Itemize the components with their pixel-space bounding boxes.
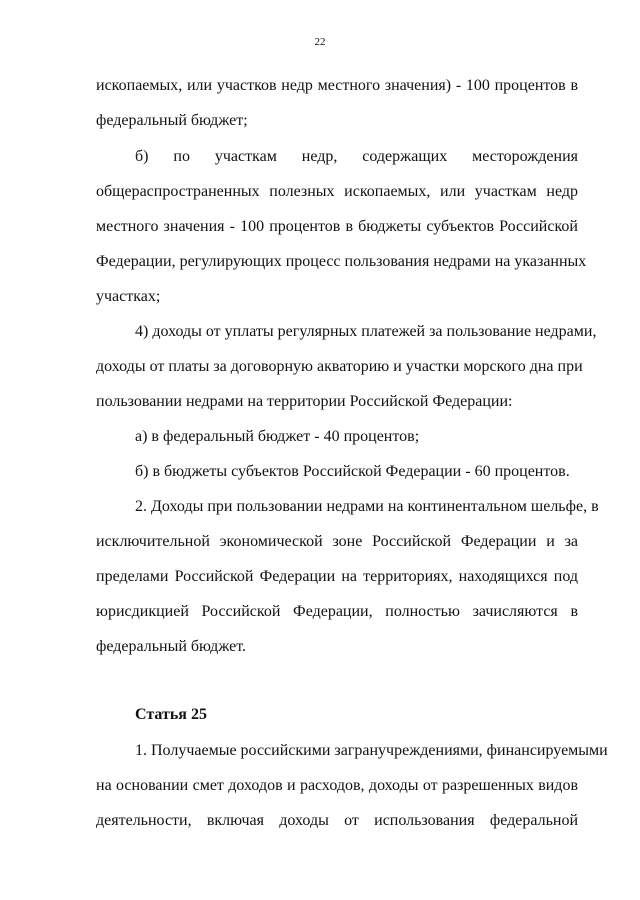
- article-heading: Статья 25: [135, 706, 207, 723]
- text-line: общераспространенных полезных ископаемых, или участкам недр: [96, 183, 578, 200]
- text-line: ископаемых, или участков недр местного значения) - 100 процентов в: [96, 77, 578, 94]
- text-line: 1. Получаемые российскими загранучреждениями, финансируемыми: [135, 742, 608, 759]
- text-line: б) по участкам недр, содержащих месторождения: [135, 148, 578, 165]
- text-line: юрисдикцией Российской Федерации, полностью зачисляются в: [96, 603, 578, 620]
- text-line: 2. Доходы при пользовании недрами на континентальном шельфе, в: [135, 498, 599, 515]
- text-line: местного значения - 100 процентов в бюджеты субъектов Российской: [96, 218, 578, 235]
- text-line: доходы от платы за договорную акваторию и участки морского дна при: [96, 358, 583, 375]
- text-line: Федерации, регулирующих процесс пользования недрами на указанных: [96, 253, 587, 270]
- text-line: деятельности, включая доходы от использования федеральной: [96, 812, 578, 829]
- text-line: пользовании недрами на территории Российской Федерации:: [96, 393, 513, 410]
- text-line: исключительной экономической зоне Российской Федерации и за: [96, 533, 578, 550]
- text-line: а) в федеральный бюджет - 40 процентов;: [135, 428, 420, 445]
- text-line: участках;: [96, 288, 161, 305]
- text-line: 4) доходы от уплаты регулярных платежей за пользование недрами,: [135, 323, 597, 340]
- text-line: на основании смет доходов и расходов, доходы от разрешенных видов: [96, 777, 578, 794]
- page-number: 22: [314, 36, 326, 48]
- text-line: пределами Российской Федерации на территориях, находящихся под: [96, 568, 578, 585]
- text-line: федеральный бюджет;: [96, 112, 248, 129]
- text-line: б) в бюджеты субъектов Российской Федерации - 60 процентов.: [135, 463, 570, 480]
- text-line: федеральный бюджет.: [96, 638, 247, 655]
